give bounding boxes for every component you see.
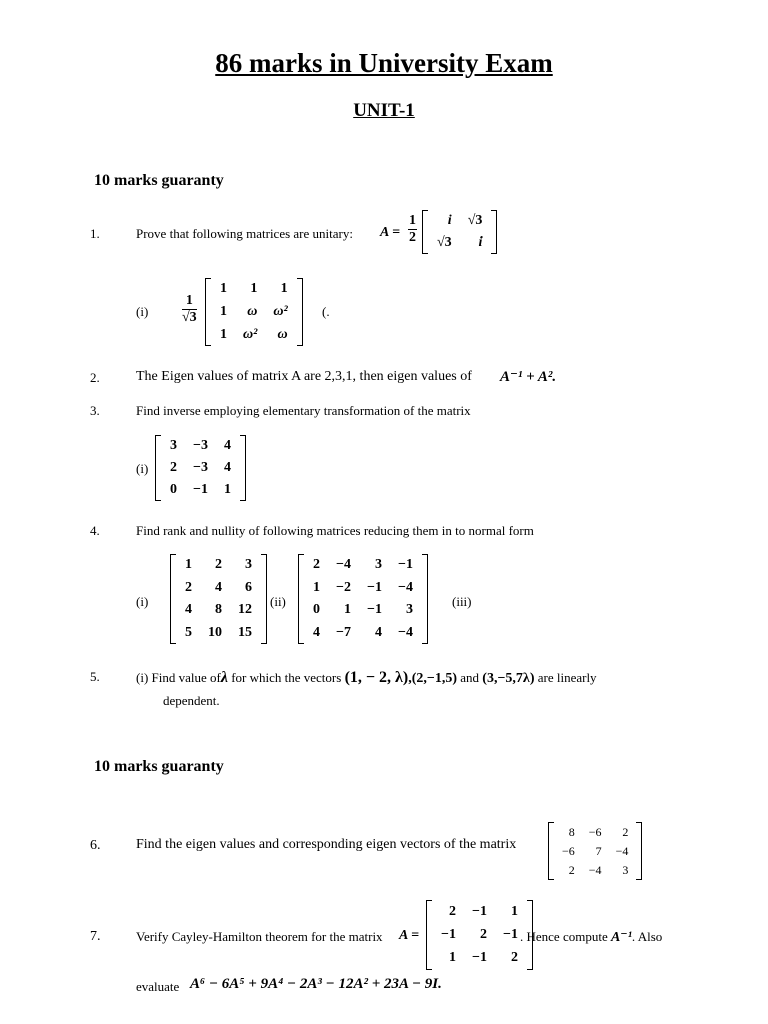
- matrix-cell: 4: [223, 460, 231, 475]
- matrix-cell: 2: [170, 460, 177, 475]
- matrix: [170, 554, 267, 644]
- sub-label: (i): [136, 594, 149, 609]
- fraction-numerator: 1: [409, 213, 416, 228]
- text-fragment: . Also: [631, 929, 663, 944]
- matrix-cell: 4: [185, 602, 192, 618]
- matrix-label: A =: [380, 225, 401, 240]
- trailing-text: (.: [322, 304, 330, 319]
- matrix-cell: 4: [223, 438, 231, 453]
- matrix-cell: 7: [595, 843, 602, 858]
- math-expression: A⁻¹ + A².: [500, 369, 557, 385]
- matrix-cell: 2: [510, 950, 518, 966]
- question-number: 7.: [90, 929, 101, 944]
- matrix-cell: 1: [250, 281, 258, 297]
- matrix-cell: √3: [437, 235, 452, 250]
- matrix-cell: 4: [313, 624, 320, 640]
- matrix-cell: −7: [336, 624, 351, 640]
- matrix-cell: 4: [374, 624, 382, 640]
- matrix-cell: −1: [193, 482, 208, 497]
- matrix-cell: 8: [215, 602, 222, 618]
- question-number: 5.: [90, 669, 100, 684]
- matrix-cell: 2: [568, 863, 575, 878]
- sub-label: (i): [136, 304, 149, 319]
- text-fragment: . Hence compute: [520, 929, 608, 944]
- matrix-cell: 2: [215, 557, 222, 573]
- matrix-cell: 8: [568, 824, 575, 839]
- matrix-cell: −4: [615, 843, 629, 858]
- matrix: [422, 210, 497, 254]
- question-text: Find inverse employing elementary transformation of the matrix: [136, 403, 471, 418]
- matrix-cell: 15: [238, 624, 252, 640]
- matrix-cell: −6: [588, 824, 602, 839]
- fraction-denominator: √3: [182, 310, 197, 325]
- matrix-cell: ω: [277, 326, 288, 342]
- text-fragment: for which the vectors: [231, 670, 342, 685]
- fraction: [408, 213, 417, 246]
- lambda-symbol: λ: [220, 669, 228, 686]
- matrix-cell: i: [447, 213, 452, 228]
- matrix-cell: 3: [170, 438, 177, 453]
- matrix-cell: 2: [622, 824, 629, 839]
- matrix-cell: −3: [193, 438, 208, 453]
- matrix-cell: 10: [208, 624, 222, 640]
- matrix-cell: −1: [441, 926, 456, 942]
- math-expression: A⁶ − 6A⁵ + 9A⁴ − 2A³ − 12A² + 23A − 9I.: [190, 976, 442, 992]
- matrix-cell: 5: [185, 624, 192, 640]
- unit-heading: UNIT-1: [353, 100, 415, 121]
- matrix-cell: ω²: [273, 303, 288, 319]
- period: .: [480, 226, 484, 241]
- matrix-cell: 1: [220, 326, 227, 342]
- matrix-cell: −4: [336, 557, 351, 573]
- section-heading: 10 marks guaranty: [94, 758, 224, 775]
- matrix-cell: 6: [245, 579, 252, 595]
- matrix-cell: 0: [170, 482, 177, 497]
- matrix-cell: 3: [405, 602, 413, 618]
- matrix-cell: −1: [502, 926, 518, 942]
- matrix-cell: −4: [397, 579, 413, 595]
- vector: ,(2,−1,5): [408, 671, 458, 686]
- matrix: [298, 554, 428, 644]
- sub-label: (iii): [452, 594, 472, 609]
- matrix-cell: 3: [622, 863, 629, 878]
- fraction-numerator: 1: [182, 293, 197, 310]
- matrix-cell: 1: [223, 482, 231, 497]
- matrix-cell: −6: [562, 843, 575, 858]
- matrix-cell: −1: [366, 579, 382, 595]
- question-text: Verify Cayley-Hamilton theorem for the matrix: [136, 929, 383, 944]
- question-number: 6.: [90, 838, 101, 853]
- sub-label: (i): [136, 461, 149, 476]
- question-text: The Eigen values of matrix A are 2,3,1, then eigen values of: [136, 369, 472, 384]
- question-number: 1.: [90, 226, 100, 241]
- text-fragment: are linearly: [537, 670, 597, 685]
- question-number: 2.: [90, 370, 100, 385]
- matrix-cell: 1: [185, 557, 192, 573]
- matrix-cell: 3: [374, 557, 382, 573]
- matrix-cell: −1: [471, 950, 487, 966]
- page-title: 86 marks in University Exam: [215, 48, 553, 78]
- text-fragment: and: [460, 670, 480, 685]
- matrix: [205, 278, 303, 346]
- question-text: [520, 929, 662, 946]
- matrix: [426, 900, 533, 970]
- matrix-cell: 1: [220, 303, 227, 319]
- vector: (3,−5,7λ): [482, 671, 535, 686]
- matrix-cell: −1: [397, 557, 413, 573]
- matrix-cell: ω²: [243, 326, 258, 342]
- matrix-cell: 2: [448, 903, 456, 919]
- question-text: Prove that following matrices are unitary:: [136, 226, 353, 241]
- matrix-cell: 0: [313, 602, 320, 618]
- matrix-cell: 1: [313, 579, 320, 595]
- matrix-cell: √3: [467, 213, 483, 228]
- matrix-cell: 2: [479, 926, 487, 942]
- matrix-cell: 1: [343, 602, 351, 618]
- matrix-cell: 1: [220, 281, 227, 297]
- question-text: [136, 669, 597, 687]
- matrix-cell: −4: [397, 624, 413, 640]
- question-text-continued: dependent.: [163, 693, 220, 708]
- fraction-denominator: 2: [409, 230, 416, 245]
- question-number: 4.: [90, 523, 100, 538]
- matrix: [155, 435, 246, 501]
- matrix-cell: 12: [238, 602, 252, 618]
- sub-label: (ii): [270, 594, 286, 609]
- question-text: evaluate: [136, 979, 180, 994]
- question-text: Find rank and nullity of following matrices reducing them in to normal form: [136, 523, 534, 538]
- matrix-cell: 1: [448, 950, 456, 966]
- matrix-cell: −2: [336, 579, 351, 595]
- matrix: [548, 822, 642, 880]
- question-text: Find the eigen values and corresponding eigen vectors of the matrix: [136, 837, 517, 852]
- matrix-cell: −4: [588, 863, 602, 878]
- question-number: 3.: [90, 403, 100, 418]
- matrix-cell: 3: [245, 557, 252, 573]
- matrix-cell: 4: [215, 579, 222, 595]
- matrix-label: A =: [399, 928, 420, 943]
- matrix-cell: −1: [471, 903, 487, 919]
- matrix-cell: i: [478, 235, 483, 250]
- vector: (1, − 2, λ): [344, 669, 409, 686]
- math-expression: A⁻¹: [610, 930, 632, 945]
- fraction: [182, 293, 197, 326]
- matrix-cell: 1: [510, 903, 518, 919]
- matrix-cell: 1: [280, 281, 288, 297]
- matrix-cell: 2: [313, 557, 320, 573]
- matrix-cell: −1: [366, 602, 382, 618]
- matrix-cell: −3: [193, 460, 208, 475]
- matrix-cell: 2: [185, 579, 192, 595]
- matrix-cell: ω: [247, 303, 258, 319]
- text-fragment: (i) Find value of: [136, 670, 221, 685]
- section-heading: 10 marks guaranty: [94, 172, 224, 189]
